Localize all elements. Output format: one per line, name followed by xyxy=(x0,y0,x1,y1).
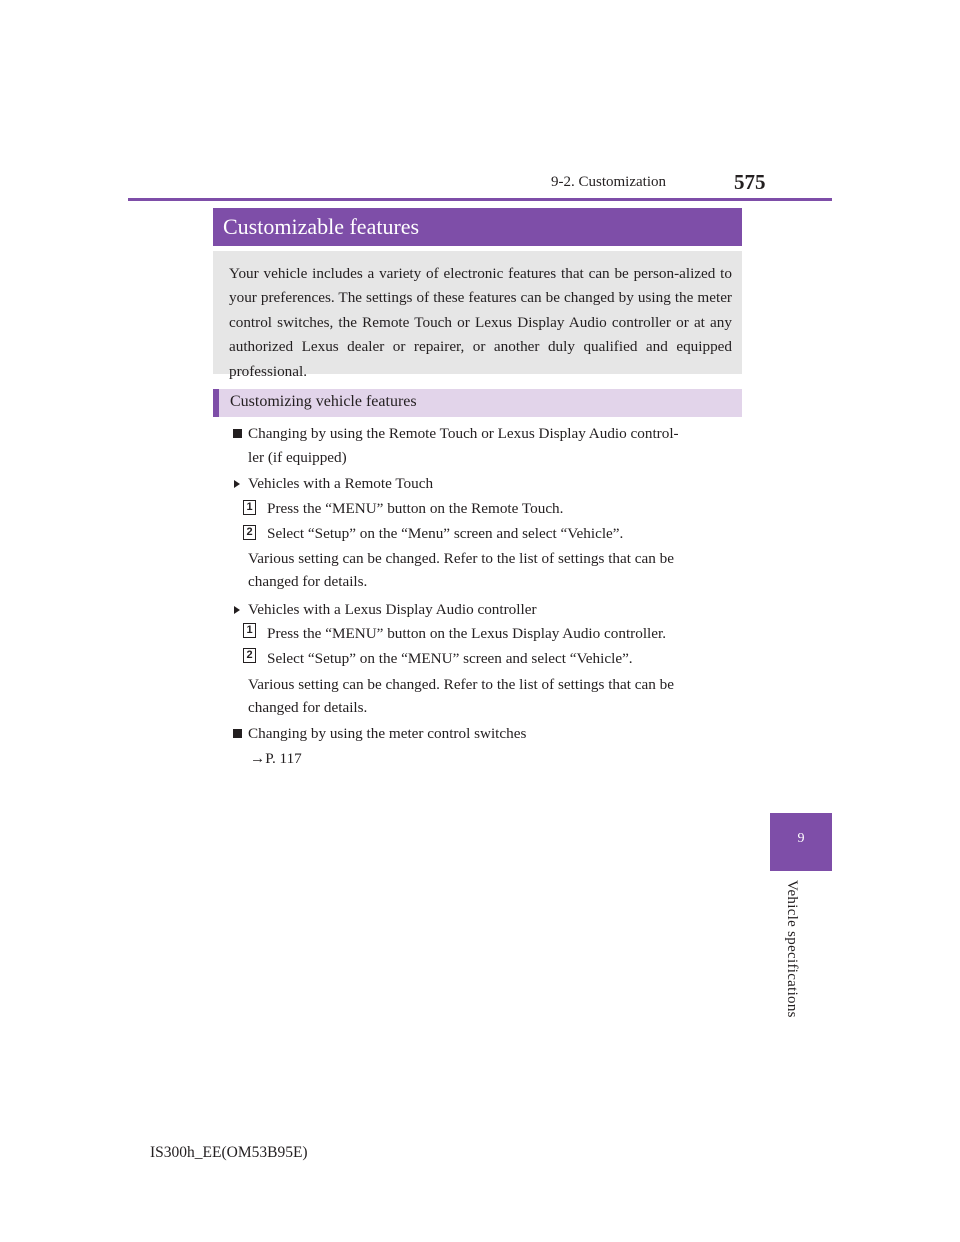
bullet-meter-control: Changing by using the meter control switches xyxy=(248,725,527,742)
lda-step-2: Select “Setup” on the “MENU” screen and select “Vehicle”. xyxy=(267,650,633,667)
step-2-icon: 2 xyxy=(243,525,256,540)
triangle-bullet-icon xyxy=(234,606,240,614)
header-rule xyxy=(128,198,832,201)
lda-label: Vehicles with a Lexus Display Audio controller xyxy=(248,601,537,618)
bullet-remote-touch-lda-line2: ler (if equipped) xyxy=(248,449,347,466)
page-reference-link[interactable]: →P. 117 xyxy=(250,750,302,767)
remote-touch-note-line2: changed for details. xyxy=(248,573,368,590)
intro-text: Your vehicle includes a variety of electronic features that can be person-alized to your preferences. The settings of these features can be changed by using the meter control switches, the Remote Touch or Lexus Display Audio controller or at any authorized Lexus dealer or repairer, or another duly qualified and equipped professional. xyxy=(229,265,732,380)
square-bullet-icon xyxy=(233,729,242,738)
subsection-title: Customizing vehicle features xyxy=(230,393,417,410)
step-1-icon: 1 xyxy=(243,623,256,638)
subsection-accent xyxy=(213,389,219,417)
subsection-bar xyxy=(213,389,742,417)
remote-touch-note-line1: Various setting can be changed. Refer to the list of settings that can be xyxy=(248,550,674,567)
chapter-tab[interactable] xyxy=(770,813,832,871)
page-title: Customizable features xyxy=(223,214,420,239)
bullet-remote-touch-lda-line1: Changing by using the Remote Touch or Lexus Display Audio control- xyxy=(248,425,679,442)
square-bullet-icon xyxy=(233,429,242,438)
section-header: 9-2. Customization xyxy=(551,174,666,190)
lda-note-line1: Various setting can be changed. Refer to the list of settings that can be xyxy=(248,676,674,693)
title-bar xyxy=(213,208,742,246)
page-number: 575 xyxy=(734,170,766,194)
lda-step-1: Press the “MENU” button on the Lexus Display Audio controller. xyxy=(267,625,667,642)
remote-touch-step-1: Press the “MENU” button on the Remote Touch. xyxy=(267,500,564,517)
triangle-bullet-icon xyxy=(234,480,240,488)
chapter-number: 9 xyxy=(797,831,805,846)
chapter-title: Vehicle specifications xyxy=(784,880,800,1018)
intro-box xyxy=(213,251,742,380)
step-1-icon: 1 xyxy=(243,500,256,515)
step-2-icon: 2 xyxy=(243,648,256,663)
remote-touch-label: Vehicles with a Remote Touch xyxy=(248,475,434,492)
lda-note-line2: changed for details. xyxy=(248,699,368,716)
remote-touch-step-2: Select “Setup” on the “Menu” screen and select “Vehicle”. xyxy=(267,525,624,542)
document-code: IS300h_EE(OM53B95E) xyxy=(150,1144,308,1161)
